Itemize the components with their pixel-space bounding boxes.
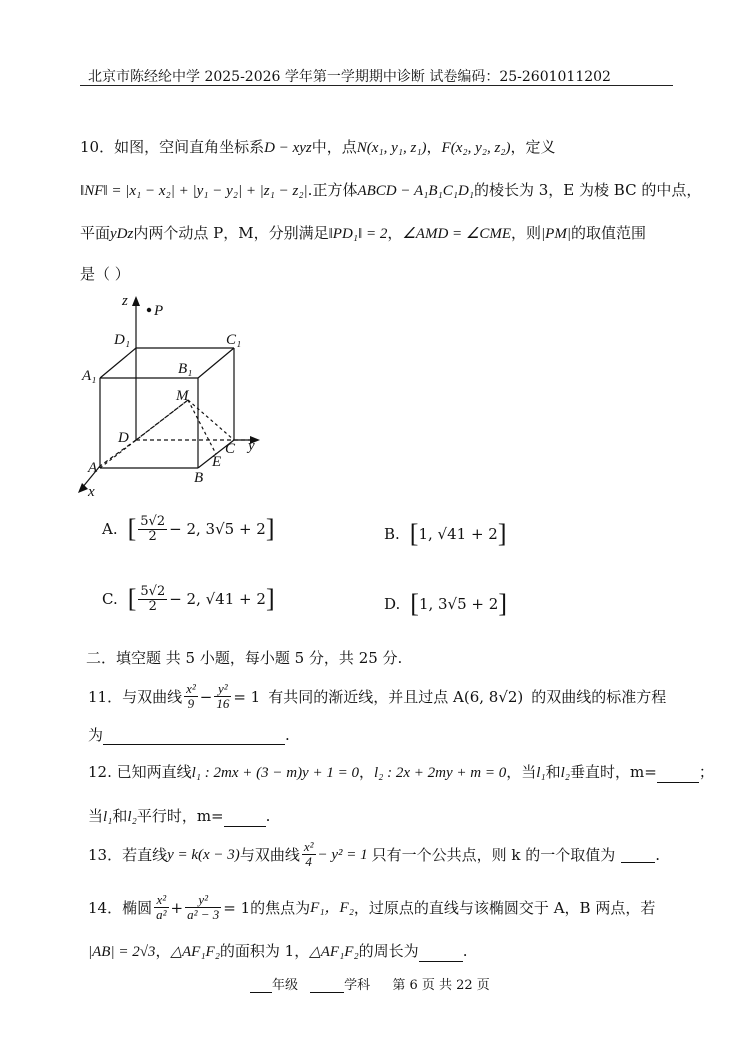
option-C[interactable]: C. [ $\frac{5√2}{2}$ − 2, √41 + 2 ] (102, 583, 275, 614)
q11-line2: 为 . (88, 726, 290, 744)
label-E: E (212, 454, 222, 470)
q10-line1: 10．如图，空间直角坐标系D − xyz中，点N(x₁, y₁, z₁)，F(x₂, y₂, z₂)，定义 (80, 138, 556, 156)
line-ME (188, 400, 216, 454)
grade-blank[interactable] (250, 979, 272, 993)
page-footer: 年级 学科 第 6 页 共 22 页 (250, 974, 490, 993)
q12-line1: 12. 已知两直线l₁ : 2mx + (3 − m)y + 1 = 0，l₂ : 2x + 2my + m = 0，当l₁和l₂垂直时，m= ； (88, 763, 714, 781)
q11-line1: 11．与双曲线 $\frac{\text{x²}}{9}$ − $\frac{\text{y²}}{16}$ = 1 有共同的渐近线，并且过点 A (6, 8√2) 的双曲线的标准方程 (88, 681, 667, 711)
label-C1: C₁ (226, 332, 242, 348)
q11-answer-blank[interactable] (103, 728, 285, 745)
q12-answer-blank-1[interactable] (657, 766, 699, 783)
q10-line2: ‖NF‖ = |x₁ − x₂| + |y₁ − y₂| + |z₁ − z₂|.正方体ABCD − A₁B₁C₁D₁的棱长为 3，E 为棱 BC 的中点， (80, 181, 702, 199)
label-B1: B₁ (178, 361, 193, 377)
option-B[interactable]: B. [ 1, √41 + 2 ] (384, 519, 507, 548)
q12-answer-blank-2[interactable] (224, 810, 266, 827)
label-y: y (248, 438, 255, 454)
label-x: x (88, 484, 95, 500)
q10-line4: 是（ ） (80, 265, 130, 283)
label-M: M (176, 388, 189, 404)
option-D[interactable]: D. [ 1, 3√5 + 2 ] (384, 589, 507, 618)
line-MC (188, 400, 234, 440)
q13-line: 13．若直线 y = k(x − 3) 与双曲线 $\frac{\text{x²}}{4}$ − y² = 1 只有一个公共点，则 k 的一个取值为 . (88, 839, 661, 869)
q14-line1: 14．椭圆 $\frac{\text{x²}}{\text{a²}}$ + $\frac{\text{y²}}{\text{a² − 3}}$ = 1 的焦点为 F₁，F₂ ，过原点的直线与该椭圆交于 A，B 两点，若 (88, 892, 656, 922)
q12-line2: 当l₁和l₂平行时，m= . (88, 807, 271, 825)
label-A1: A₁ (82, 368, 97, 384)
label-D: D (118, 430, 129, 446)
label-D1: D₁ (114, 332, 131, 348)
option-A[interactable]: A. [ $\frac{5√2}{2}$ − 2, 3√5 + 2 ] (102, 513, 275, 544)
q10-number: 10． (80, 138, 115, 156)
label-z: z (122, 293, 128, 309)
q14-answer-blank[interactable] (419, 945, 463, 962)
label-B: B (194, 470, 204, 486)
label-P: P (154, 303, 164, 319)
q10-line3: 平面yDz内两个动点 P，M，分别满足‖PD₁‖ = 2，∠AMD = ∠CME，则|PM|的取值范围 (80, 224, 646, 242)
label-A: A (88, 460, 98, 476)
label-C: C (225, 441, 236, 457)
section-2-title: 二．填空题 共 5 小题，每小题 5 分，共 25 分. (86, 649, 403, 667)
cube-figure (70, 290, 270, 505)
header-rule (80, 85, 673, 86)
page-header: 北京市陈经纶中学 2025-2026 学年第一学期期中诊断 试卷编码：25-2601011202 (88, 69, 611, 85)
q14-line2: |AB| = 2√3，△AF₁F₂的面积为 1，△AF₁F₂的周长为 . (88, 942, 468, 960)
subject-blank[interactable] (310, 979, 344, 993)
q13-answer-blank[interactable] (621, 846, 655, 863)
point-P-dot (147, 308, 151, 312)
